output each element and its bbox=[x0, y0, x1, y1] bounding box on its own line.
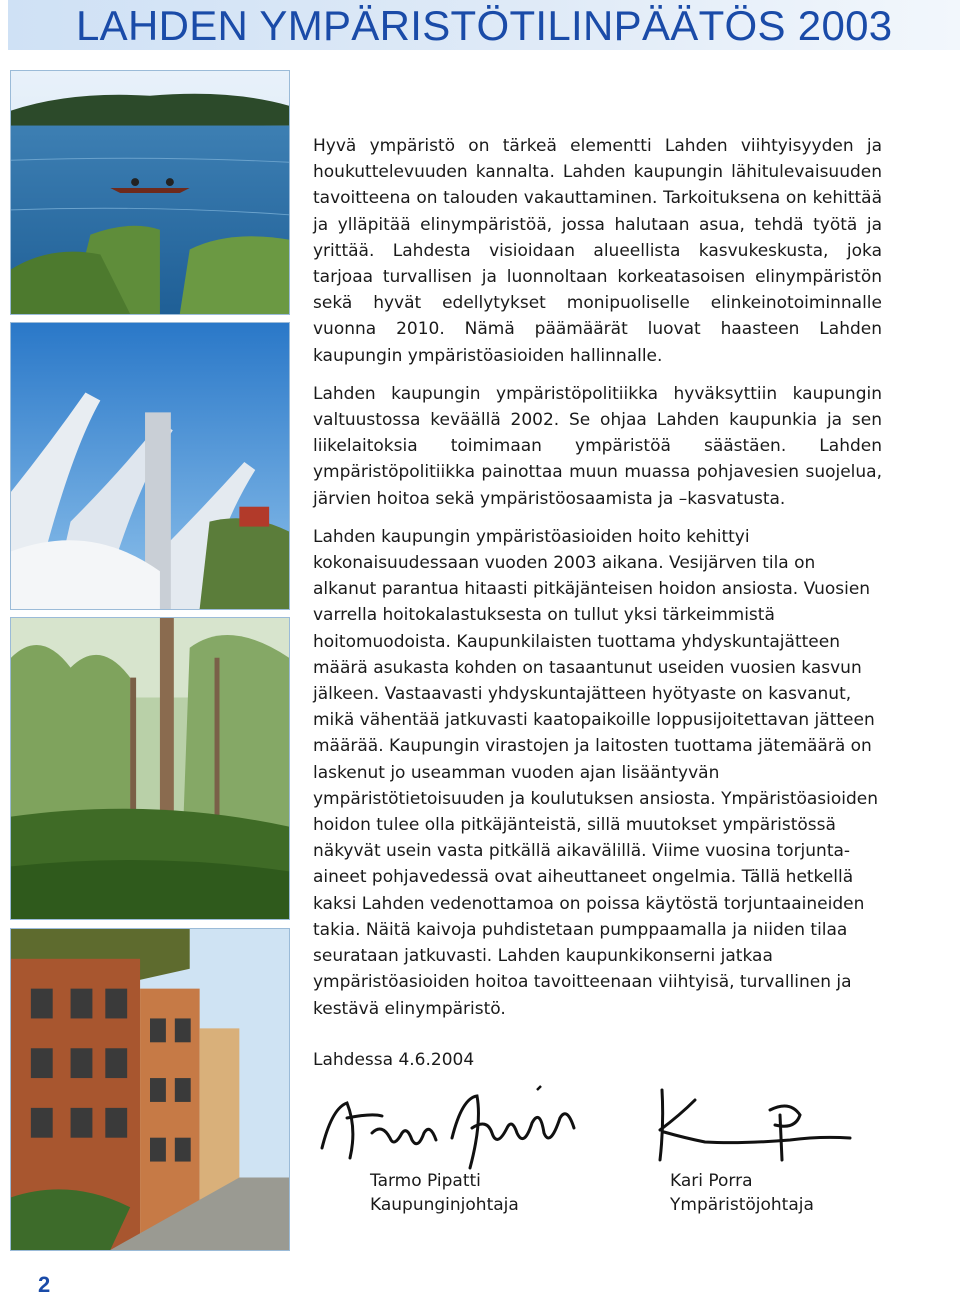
signer-title: Ympäristöjohtaja bbox=[670, 1195, 814, 1215]
paragraph-intro: Hyvä ympäristö on tärkeä elementti Lahden viihtyisyyden ja houkuttelevuuden kannalta. Lahden kaupungin lähitulevaisuuden tavoitteena on talouden vakauttaminen. Tarkoituksena on kehittää ja ylläpitää elinympäristöä, jossa halutaan asua, tehdä työtä ja yrittää. Lahdesta visioidaan alueellista kasvukeskusta, joka tarjoaa turvallisen ja luonnoltaan korkeatasoisen elinympäristön sekä hyvät edellytykset monipuoliselle elinkeinotoiminnalle vuonna 2010. Nämä päämäärät luovat haasteen Lahden kaupungin ympäristöasioiden hallinnalle. bbox=[313, 136, 882, 366]
paragraph-development: Lahden kaupungin ympäristöasioiden hoito kehittyi kokonaisuudessaan vuoden 2003 aikana. Vesijärven tila on alkanut parantua hitaasti pitkäjänteisen hoidon ansiosta. Vuosien varrella hoitokalastuksesta on tullut yksi tärkeimmistä hoitomuodoista. Kaupunkilaisten tuottama yhdyskuntajätteen määrä asukasta kohden on tasaantunut useiden vuosien kasvun jälkeen. Vastaavasti yhdyskuntajätteen hyötyaste on kasvanut, mikä vähentää jatkuvasti kaatopaikoille loppusijoitettavan jätteen määrää. Kaupungin virastojen ja laitosten tuottama jätemäärä on laskenut jo useamman vuoden ajan lisääntyvän ympäristötietoisuuden ja koulutuksen ansiosta. Ympäristöasioiden hoidon tulee olla pitkäjänteistä, sillä muutokset ympäristössä näkyvät usein vasta pitkällä aikavälillä. Viime vuosina torjunta-aineet pohjavedessä ovat aiheuttaneet ongelmia. Tällä hetkellä kaksi Lahden vedenottamoa on poissa käytöstä torjuntaaineiden takia. Näitä kaivoja puhdistetaan pumppaamalla ja niiden tilaa seurataan jatkuvasti. Lahden kaupunkikonserni jatkaa ympäristöasioiden hoitoa tavoitteenaan viihtyisä, turvallinen ja kestävä elinympäristö. bbox=[313, 526, 879, 1019]
signer-name: Kari Porra bbox=[670, 1171, 753, 1191]
lake-photo bbox=[10, 70, 290, 315]
date-line: Lahdessa 4.6.2004 bbox=[313, 1050, 475, 1070]
ski-jump-photo bbox=[10, 322, 290, 610]
signer-title: Kaupunginjohtaja bbox=[370, 1195, 519, 1215]
signature-porra bbox=[650, 1080, 880, 1170]
signature-pipatti bbox=[312, 1078, 602, 1178]
forest-photo bbox=[10, 617, 290, 920]
paragraph-policy: Lahden kaupungin ympäristöpolitiikka hyväksyttiin kaupungin valtuustossa keväällä 2002. Se ohjaa Lahden kaupunkia ja sen liikelaitoksia toimimaan ympäristöä säästäen. Lahden ympäristöpolitiikka painottaa muun muassa pohjavesien suojelua, järvien hoitoa sekä ympäristöosaamista ja –kasvatusta. bbox=[313, 383, 882, 509]
signer-porra bbox=[670, 1169, 814, 1217]
page-number: 2 bbox=[38, 1272, 51, 1297]
signer-pipatti bbox=[370, 1169, 519, 1217]
body-text bbox=[313, 133, 882, 1034]
signer-name: Tarmo Pipatti bbox=[370, 1171, 481, 1191]
page-title: LAHDEN YMPÄRISTÖTILINPÄÄTÖS 2003 bbox=[76, 2, 893, 49]
buildings-photo bbox=[10, 928, 290, 1251]
